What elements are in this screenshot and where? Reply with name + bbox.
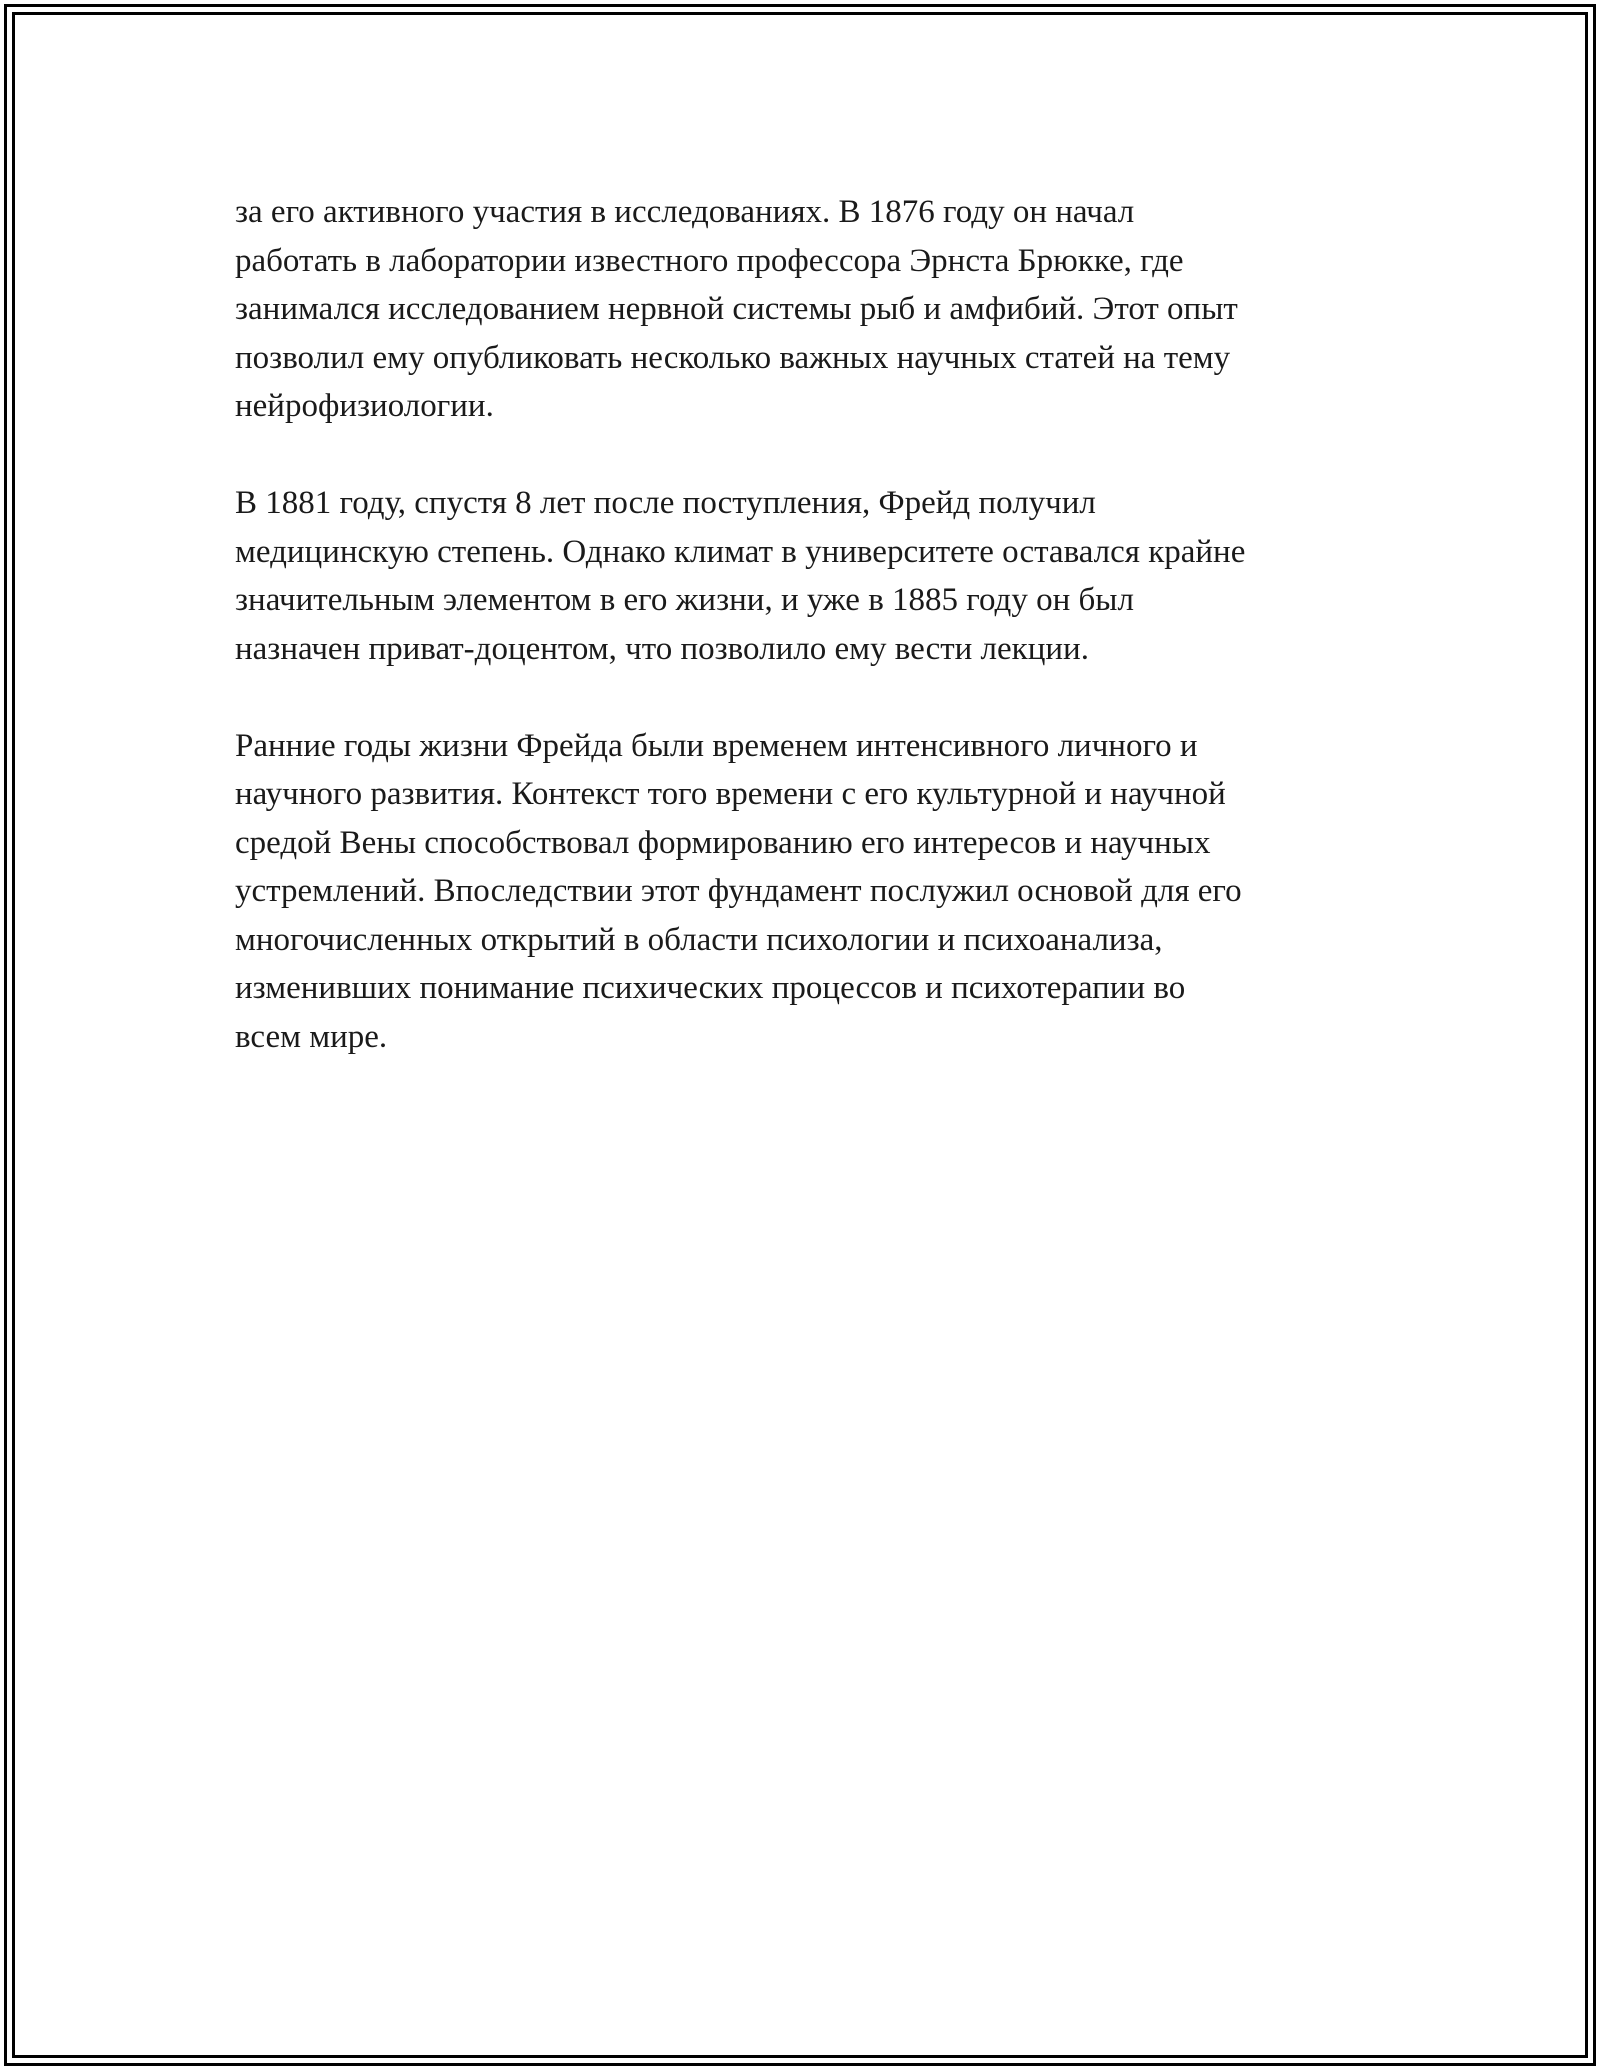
text-line: изменивших понимание психических процессов и психотерапии во bbox=[235, 970, 1186, 1006]
text-line: Ранние годы жизни Фрейда были временем интенсивного личного и bbox=[235, 727, 1198, 764]
text-line: всем мире. bbox=[235, 1018, 388, 1055]
text-line: В 1881 году, спустя 8 лет после поступления, Фрейд получил bbox=[235, 485, 1096, 521]
document-body bbox=[235, 188, 1395, 1110]
text-line: назначен приват-доцентом, что позволило ему вести лекции. bbox=[235, 630, 1089, 667]
text-line: медицинскую степень. Однако климат в университете оставался крайне bbox=[235, 533, 1246, 570]
text-line: значительным элементом в его жизни, и уже в 1885 году он был bbox=[235, 582, 1134, 618]
text-line: позволил ему опубликовать несколько важных научных статей на тему bbox=[235, 339, 1231, 376]
text-line: устремлений. Впоследствии этот фундамент послужил основой для его bbox=[235, 873, 1242, 909]
text-line: научного развития. Контекст того времени с его культурной и научной bbox=[235, 776, 1226, 812]
text-line: работать в лаборатории известного профессора Эрнста Брюкке, где bbox=[235, 242, 1184, 279]
paragraph-3 bbox=[235, 722, 1395, 1062]
text-line: занимался исследованием нервной системы рыб и амфибий. Этот опыт bbox=[235, 291, 1238, 327]
text-line: за его активного участия в исследованиях. В 1876 году он начал bbox=[235, 194, 1135, 230]
text-line: средой Вены способствовал формированию его интересов и научных bbox=[235, 824, 1211, 861]
text-line: многочисленных открытий в области психологии и психоанализа, bbox=[235, 921, 1163, 958]
text-line: нейрофизиологии. bbox=[235, 388, 494, 424]
paragraph-1 bbox=[235, 188, 1395, 431]
paragraph-2 bbox=[235, 479, 1395, 673]
